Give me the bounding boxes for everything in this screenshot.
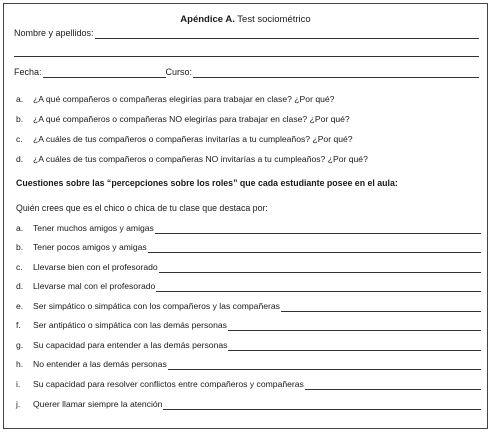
document-title: [4, 14, 487, 26]
question-c: [16, 134, 353, 145]
roles-intro: Quién crees que es el chico o chica de tu clase que destaca por:: [16, 203, 268, 213]
item-text: Querer llamar siempre la atención: [33, 399, 163, 409]
role-item-e: [16, 301, 481, 312]
item-text: Llevarse mal con el profesorado: [33, 281, 156, 291]
item-letter: c.: [16, 262, 23, 272]
role-item-j: [16, 399, 481, 410]
item-letter: i.: [16, 379, 21, 389]
question-b: [16, 114, 350, 125]
answer-line[interactable]: [159, 264, 481, 273]
answer-line[interactable]: [156, 283, 481, 292]
item-text: Su capacidad para resolver conflictos entre compañeros y compañeras: [33, 379, 304, 389]
question-letter: d.: [16, 154, 24, 164]
item-text: No entender a las demás personas: [33, 359, 167, 369]
role-item-b: [16, 242, 481, 253]
item-letter: h.: [16, 359, 24, 369]
name-row: [14, 28, 479, 39]
role-item-g: [16, 340, 481, 351]
date-label: Fecha:: [14, 67, 42, 77]
question-text: ¿A cuáles de tus compañeros o compañeras NO invitarías a tu cumpleaños? ¿Por qué?: [33, 154, 368, 164]
question-text: ¿A qué compañeros o compañeras elegirías para trabajar en clase? ¿Por qué?: [33, 94, 335, 104]
name-label: Nombre y apellidos:: [14, 28, 94, 38]
question-d: [16, 154, 368, 165]
item-letter: f.: [16, 320, 21, 330]
question-text: ¿A cuáles de tus compañeros o compañeras invitarías a tu cumpleaños? ¿Por qué?: [33, 134, 353, 144]
item-letter: b.: [16, 242, 24, 252]
answer-line[interactable]: [228, 322, 481, 331]
item-letter: e.: [16, 301, 24, 311]
answer-line[interactable]: [148, 244, 481, 253]
name-extra-line[interactable]: [14, 56, 479, 57]
role-item-f: [16, 320, 481, 331]
answer-line[interactable]: [155, 225, 481, 234]
answer-line[interactable]: [168, 361, 481, 370]
question-text: ¿A qué compañeros o compañeras NO elegirías para trabajar en clase? ¿Por qué?: [33, 114, 350, 124]
date-field[interactable]: [43, 68, 166, 78]
item-letter: d.: [16, 281, 24, 291]
title-bold: Apéndice A.: [180, 14, 235, 25]
role-item-i: [16, 379, 481, 390]
answer-line[interactable]: [228, 342, 481, 351]
question-letter: b.: [16, 114, 24, 124]
role-item-a: [16, 223, 481, 234]
item-text: Su capacidad para entender a las demás personas: [33, 340, 228, 350]
item-letter: g.: [16, 340, 24, 350]
item-text: Ser simpático o simpática con los compañeros y las compañeras: [33, 301, 280, 311]
course-field[interactable]: [193, 68, 479, 78]
answer-line[interactable]: [281, 303, 481, 312]
item-text: Llevarse bien con el profesorado: [33, 262, 158, 272]
item-text: Tener muchos amigos y amigas: [33, 223, 154, 233]
title-rest: Test sociométrico: [234, 14, 311, 25]
test-form: [3, 3, 488, 429]
course-label: Curso:: [165, 67, 193, 77]
item-text: Tener pocos amigos y amigas: [33, 242, 147, 252]
question-letter: c.: [16, 134, 23, 144]
item-letter: j.: [16, 399, 21, 409]
role-item-c: [16, 262, 481, 273]
item-text: Ser antipático o simpática con las demás personas: [33, 320, 227, 330]
question-letter: a.: [16, 94, 24, 104]
answer-line[interactable]: [305, 381, 481, 390]
name-field[interactable]: [95, 29, 479, 39]
role-item-h: [16, 359, 481, 370]
roles-heading: Cuestiones sobre las “percepciones sobre los roles” que cada estudiante posee en el aula:: [16, 178, 398, 188]
date-course-row: [14, 67, 479, 78]
role-item-d: [16, 281, 481, 292]
answer-line[interactable]: [163, 401, 481, 410]
item-letter: a.: [16, 223, 24, 233]
question-a: [16, 94, 334, 105]
